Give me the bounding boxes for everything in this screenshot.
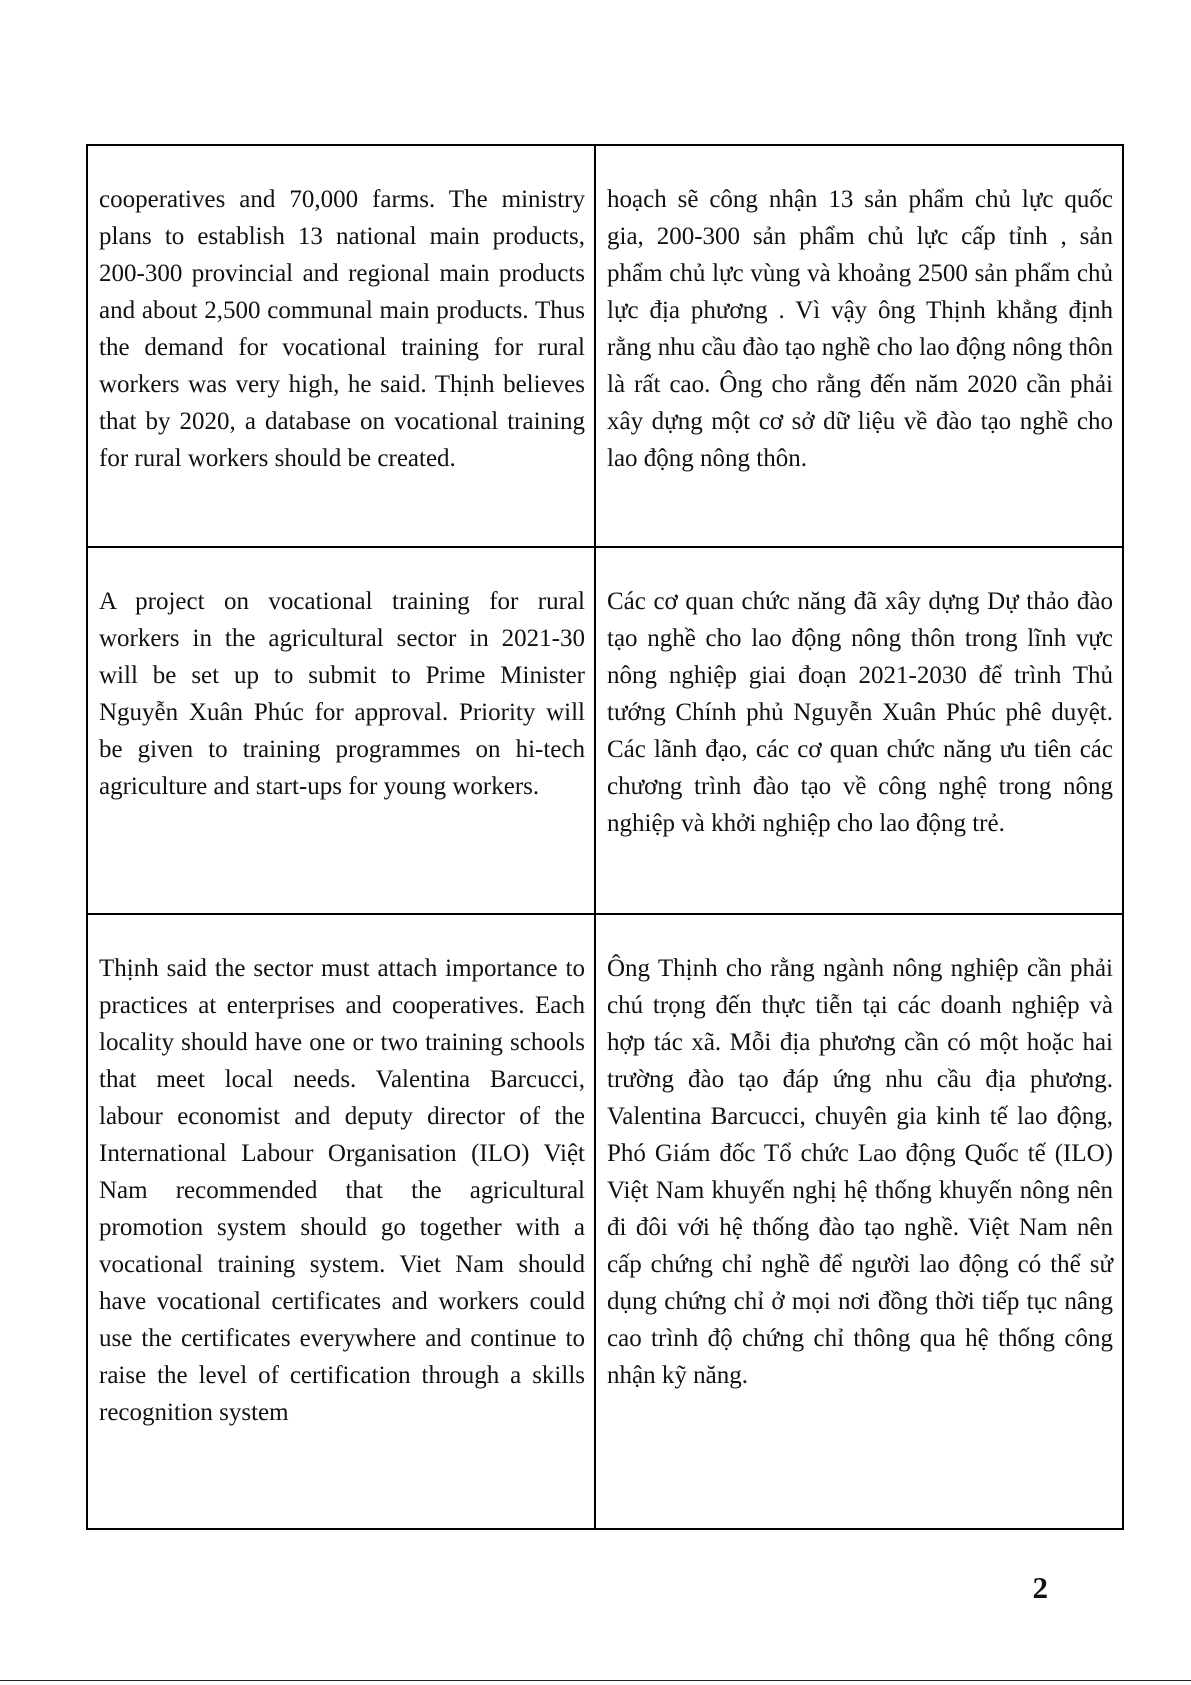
vietnamese-cell: Ông Thịnh cho rằng ngành nông nghiệp cần phải chú trọng đến thực tiễn tại các doanh nghiệp và hợp tác xã. Mỗi địa phương cần có một hoặc hai trường đào tạo đáp ứng nhu cầu địa phương. Valentina Barcucci, chuyên gia kinh tế lao động, Phó Giám đốc Tổ chức Lao động Quốc tế (ILO) Việt Nam khuyến nghị hệ thống khuyến nông nên đi đôi với hệ thống đào tạo nghề. Việt Nam nên cấp chứng chỉ nghề để người lao động có thể sử dụng chứng chỉ ở mọi nơi đồng thời tiếp tục nâng cao trình độ chứng chỉ thông qua hệ thống công nhận kỹ năng. [595, 914, 1123, 1529]
english-cell: cooperatives and 70,000 farms. The ministry plans to establish 13 national main products, 200-300 provincial and regional main products and about 2,500 communal main products. Thus the demand for vocational training for rural workers was very high, he said. Thịnh believes that by 2020, a database on vocational training for rural workers should be created. [87, 145, 595, 547]
bottom-divider [0, 1680, 1191, 1681]
vietnamese-cell: hoạch sẽ công nhận 13 sản phẩm chủ lực quốc gia, 200-300 sản phẩm chủ lực cấp tỉnh , sản phẩm chủ lực vùng và khoảng 2500 sản phẩm chủ lực địa phương . Vì vậy ông Thịnh khẳng định rằng nhu cầu đào tạo nghề cho lao động nông thôn là rất cao. Ông cho rằng đến năm 2020 cần phải xây dựng một cơ sở dữ liệu về đào tạo nghề cho lao động nông thôn. [595, 145, 1123, 547]
table-row [87, 547, 1123, 914]
english-cell: A project on vocational training for rural workers in the agricultural sector in 2021-30 will be set up to submit to Prime Minister Nguyễn Xuân Phúc for approval. Priority will be given to training programmes on hi-tech agriculture and start-ups for young workers. [87, 547, 595, 914]
vietnamese-cell: Các cơ quan chức năng đã xây dựng Dự thảo đào tạo nghề cho lao động nông thôn trong lĩnh vực nông nghiệp giai đoạn 2021-2030 để trình Thủ tướng Chính phủ Nguyễn Xuân Phúc phê duyệt. Các lãnh đạo, các cơ quan chức năng ưu tiên các chương trình đào tạo về công nghệ trong nông nghiệp và khởi nghiệp cho lao động trẻ. [595, 547, 1123, 914]
page-number: 2 [1032, 1570, 1048, 1605]
bilingual-translation-table [86, 144, 1124, 1530]
english-cell: Thịnh said the sector must attach importance to practices at enterprises and cooperatives. Each locality should have one or two training schools that meet local needs. Valentina Barcucci, labour economist and deputy director of the International Labour Organisation (ILO) Việt Nam recommended that the agricultural promotion system should go together with a vocational training system. Viet Nam should have vocational certificates and workers could use the certificates everywhere and continue to raise the level of certification through a skills recognition system [87, 914, 595, 1529]
table-row [87, 914, 1123, 1529]
table-row [87, 145, 1123, 547]
